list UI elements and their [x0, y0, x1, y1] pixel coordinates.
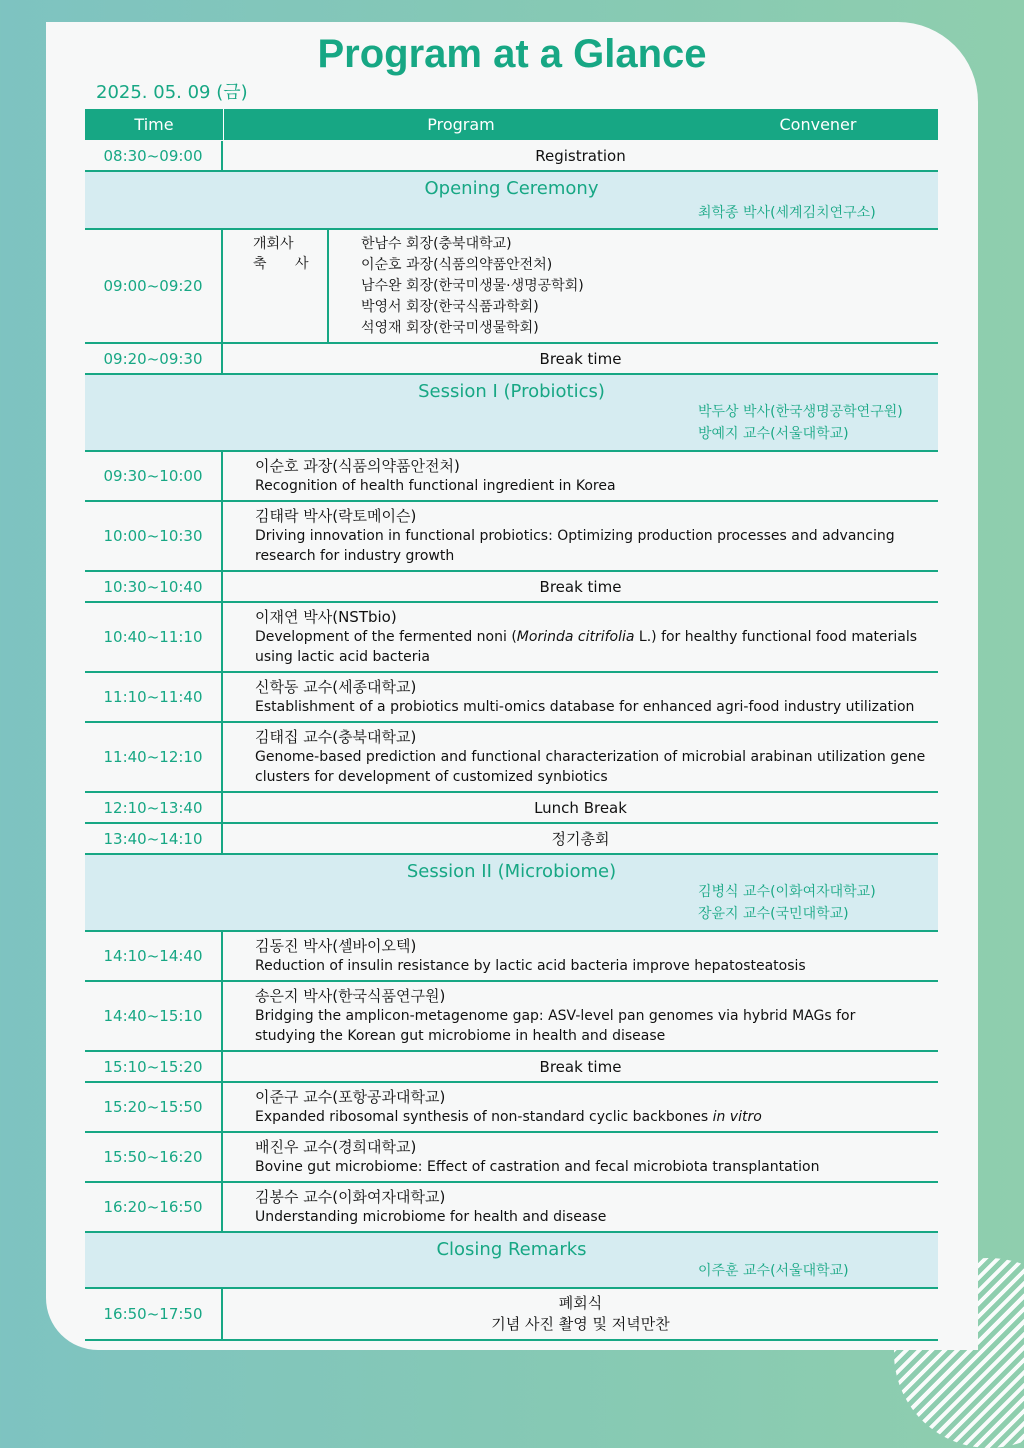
speaker: 배진우 교수(경희대학교) [255, 1138, 417, 1156]
time-cell: 12:10~13:40 [85, 793, 223, 822]
time-cell: 15:10~15:20 [85, 1052, 223, 1081]
table-header [85, 109, 938, 140]
time-cell: 09:00~09:20 [85, 230, 223, 342]
table-row [85, 1289, 938, 1341]
header-convener: Convener [779, 115, 857, 134]
talk-title-cont: studying the Korean gut microbiome in health and disease [255, 1028, 666, 1044]
convener: 박두상 박사(한국생명공학연구원) [698, 404, 903, 420]
speaker: 김봉수 교수(이화여자대학교) [255, 1188, 446, 1206]
talk-title-pre: Expanded ribosomal synthesis of non-standard cyclic backbones [255, 1109, 713, 1125]
photo-and-dinner: 기념 사진 촬영 및 저녁만찬 [491, 1315, 670, 1333]
species-name: Morinda citrifolia [516, 629, 635, 645]
header-time: Time [85, 109, 224, 140]
program-cell [223, 1183, 938, 1231]
speaker: 김태락 박사(락토메이슨) [255, 507, 417, 525]
time-cell: 14:10~14:40 [85, 932, 223, 980]
talk-title: Genome-based prediction and functional characterization of microbial arabinan utilization gene [255, 749, 926, 765]
speaker: 송은지 박사(한국식품연구원) [255, 987, 446, 1005]
table-row [85, 824, 938, 855]
section-title: Session I (Probiotics) [418, 381, 605, 402]
header-program: Program [427, 115, 495, 134]
section-session-2 [85, 855, 938, 932]
talk-title: Bridging the amplicon-metagenome gap: ASV-level pan genomes via hybrid MAGs for [255, 1008, 856, 1024]
speaker: 이준구 교수(포항공과대학교) [255, 1088, 446, 1106]
time-cell: 14:40~15:10 [85, 982, 223, 1050]
time-cell: 09:20~09:30 [85, 344, 223, 373]
speaker: 김동진 박사(셀바이오텍) [255, 937, 417, 955]
table-row [85, 793, 938, 824]
name-line: 이순호 과장(식품의약품안전처) [361, 257, 553, 273]
time-cell: 13:40~14:10 [85, 824, 223, 853]
program-cell: Registration [535, 146, 626, 165]
speaker: 이순호 과장(식품의약품안전처) [255, 457, 460, 475]
time-cell: 08:30~09:00 [85, 141, 223, 170]
table-row [85, 452, 938, 502]
table-row [85, 603, 938, 673]
speaker: 이재연 박사(NSTbio) [255, 608, 397, 626]
talk-title [255, 627, 928, 647]
name-line: 남수완 회장(한국미생물·생명공학회) [361, 278, 584, 294]
table-row [85, 344, 938, 375]
program-cell: Break time [539, 349, 622, 368]
program-cell [223, 603, 938, 671]
talk-title [255, 1107, 928, 1127]
table-row [85, 932, 938, 982]
talk-title-post: L.) for healthy functional food materials [634, 629, 918, 645]
time-cell: 15:50~16:20 [85, 1133, 223, 1181]
section-session-1 [85, 375, 938, 452]
program-cell: Lunch Break [534, 798, 627, 817]
program-cell [223, 230, 938, 342]
program-cell: Break time [539, 1057, 622, 1076]
time-cell: 11:40~12:10 [85, 723, 223, 791]
table-row [85, 572, 938, 603]
talk-title: Reduction of insulin resistance by lactic acid bacteria improve hepatosteatosis [255, 958, 806, 974]
ceremony-roles [223, 230, 329, 342]
talk-title: Establishment of a probiotics multi-omics database for enhanced agri-food industry utilization [255, 699, 915, 715]
talk-title: Driving innovation in functional probiotics: Optimizing production processes and advancing [255, 528, 895, 544]
speaker: 김태집 교수(충북대학교) [255, 728, 417, 746]
role-opening-address: 개회사 [253, 236, 294, 252]
section-title: Session II (Microbiome) [406, 861, 617, 882]
role-congratulatory: 축 사 [253, 256, 321, 272]
ceremony-names [361, 234, 584, 339]
time-cell: 10:30~10:40 [85, 572, 223, 601]
program-cell [223, 502, 938, 570]
italic-term: in vitro [712, 1109, 762, 1125]
talk-title: Understanding microbiome for health and disease [255, 1209, 607, 1225]
program-cell [223, 723, 938, 791]
time-cell: 09:30~10:00 [85, 452, 223, 500]
page-title: Program at a Glance [317, 32, 707, 76]
time-cell: 10:40~11:10 [85, 603, 223, 671]
section-closing [85, 1233, 938, 1289]
closing-ceremony: 폐회식 [558, 1294, 603, 1312]
section-title: Opening Ceremony [424, 178, 599, 199]
talk-title-cont: clusters for development of customized synbiotics [255, 769, 608, 785]
table-row [85, 982, 938, 1052]
talk-title-cont: research for industry growth [255, 548, 455, 564]
name-line: 박영서 회장(한국식품과학회) [361, 299, 539, 315]
table-row [85, 502, 938, 572]
convener: 김병식 교수(이화여자대학교) [698, 884, 876, 900]
convener: 방예지 교수(서울대학교) [698, 426, 849, 442]
schedule-table [85, 141, 938, 1341]
talk-title-cont: using lactic acid bacteria [255, 649, 430, 665]
table-row [85, 673, 938, 723]
table-row [85, 1183, 938, 1233]
program-cell: 정기총회 [551, 829, 610, 848]
convener: 최학종 박사(세계김치연구소) [698, 205, 876, 221]
table-row [85, 1133, 938, 1183]
table-row [85, 230, 938, 344]
time-cell: 10:00~10:30 [85, 502, 223, 570]
program-cell [223, 1133, 938, 1181]
talk-title: Recognition of health functional ingredient in Korea [255, 478, 616, 494]
table-row [85, 1052, 938, 1083]
time-cell: 11:10~11:40 [85, 673, 223, 721]
event-date: 2025. 05. 09 (금) [96, 82, 248, 103]
convener: 장윤지 교수(국민대학교) [698, 906, 849, 922]
speaker: 신학동 교수(세종대학교) [255, 678, 417, 696]
talk-title: Bovine gut microbiome: Effect of castration and fecal microbiota transplantation [255, 1159, 820, 1175]
program-cell [223, 982, 938, 1050]
table-row [85, 1083, 938, 1133]
convener: 이주훈 교수(서울대학교) [698, 1263, 849, 1279]
time-cell: 16:50~17:50 [85, 1289, 223, 1339]
program-cell [223, 932, 938, 980]
time-cell: 15:20~15:50 [85, 1083, 223, 1131]
program-cell [223, 1289, 938, 1339]
program-cell: Break time [539, 577, 622, 596]
name-line: 한남수 회장(충북대학교) [361, 236, 512, 252]
time-cell: 16:20~16:50 [85, 1183, 223, 1231]
name-line: 석영재 회장(한국미생물학회) [361, 320, 539, 336]
section-title: Closing Remarks [436, 1239, 587, 1260]
program-cell [223, 673, 938, 721]
program-cell [223, 452, 938, 500]
talk-title-pre: Development of the fermented noni ( [255, 629, 517, 645]
program-cell [223, 1083, 938, 1131]
table-row [85, 141, 938, 172]
section-opening [85, 172, 938, 230]
table-row [85, 723, 938, 793]
